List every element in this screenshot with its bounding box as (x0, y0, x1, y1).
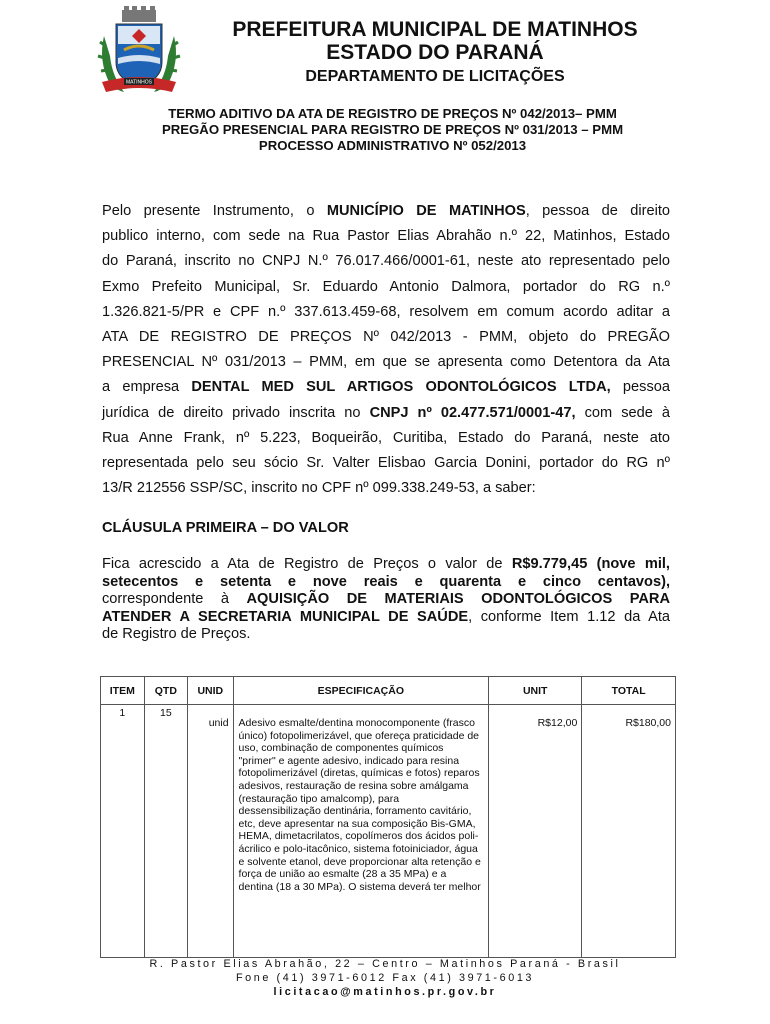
preamble-paragraph (102, 199, 670, 501)
footer-phone: Fone (41) 3971-6012 Fax (41) 3971-6013 (235, 972, 535, 984)
preamble-line: 13/R 212556 SSP/SC, inscrito no CPF nº 099.338.249-53, a saber: (102, 480, 536, 497)
preamble-line: PRESENCIAL Nº 031/2013 – PMM, em que se apresenta como Detentora da Ata (102, 354, 670, 371)
header-title-line2: ESTADO DO PARANÁ (326, 41, 544, 64)
table-row (101, 705, 676, 958)
header-unit: UNIT (489, 677, 582, 705)
header-department: DEPARTAMENTO DE LICITAÇÕES (305, 68, 565, 85)
row-unit-price: R$12,00 (489, 705, 582, 958)
row-item: 1 (101, 705, 145, 958)
header-unid: UNID (188, 677, 234, 705)
table-header-row (101, 677, 676, 705)
term-title-line1: TERMO ADITIVO DA ATA DE REGISTRO DE PREÇOS Nº 042/2013– PMM (168, 106, 617, 121)
footer-address: R. Pastor Elias Abrahão, 22 – Centro – Matinhos Paraná - Brasil (149, 958, 621, 970)
company-cnpj: CNPJ nº 02.477.571/0001-47, (369, 404, 576, 421)
preamble-text: jurídica de direito privado inscrita no (102, 404, 370, 421)
preamble-text: com sede à (575, 404, 670, 421)
row-qtd: 15 (144, 705, 187, 958)
clause-title: CLÁUSULA PRIMEIRA – DO VALOR (102, 520, 349, 536)
company-name: DENTAL MED SUL ARTIGOS ODONTOLÓGICOS LTDA, (191, 379, 611, 396)
preamble-line: ATA DE REGISTRO DE PREÇOS Nº 042/2013 - PMM, objeto do PREGÃO (102, 328, 670, 345)
preamble-line: Exmo Prefeito Municipal, Sr. Eduardo Antonio Dalmora, portador do RG n.º (102, 278, 670, 295)
preamble-line (102, 401, 670, 426)
object-description: AQUISIÇÃO DE MATERIAIS ODONTOLÓGICOS PARA (246, 591, 670, 607)
row-total-price: R$180,00 (582, 705, 676, 958)
clause-line (102, 556, 670, 574)
row-specification: Adesivo esmalte/dentina monocomponente (frasco único) fotopolimerizável, que ofereça praticidade de uso, combinação de componentes químicos "primer" e agente adesivo, indicado para resina fotopolimerizável (diretas, químicas e fotos) reparos adesivos, restauração de resina sobre amálgama (restauração tipo amalcomp), para dessensibilização dentinária, forramento cavitário, etc, deve apresentar na sua composição Bis-GMA, HEMA, dimetacrilatos, copolímeros dos ácidos poli-ácrilico e polo-itacônico, sistema fotoiniciador, água e solvente etanol, deve proporcionar alta retenção e força de união ao esmalte (28 a 35 MPa) e a dentina (18 a 30 MPa). O sistema deverá ter melhor (233, 705, 489, 958)
object-description: ATENDER A SECRETARIA MUNICIPAL DE SAÚDE (102, 608, 469, 625)
clause-line (102, 591, 670, 609)
preamble-text: a empresa (102, 379, 192, 396)
coat-of-arms-icon (96, 6, 182, 98)
clause-paragraph (102, 556, 670, 644)
header-total: TOTAL (582, 677, 676, 705)
term-title-line3: PROCESSO ADMINISTRATIVO Nº 052/2013 (258, 138, 527, 153)
clause-line: de Registro de Preços. (102, 626, 251, 642)
municipal-coat-of-arms-logo (96, 6, 182, 98)
header-title-line1: PREFEITURA MUNICIPAL DE MATINHOS (232, 18, 638, 41)
logo-ribbon-text: MATINHOS (125, 79, 153, 86)
preamble-line: Rua Anne Frank, nº 5.223, Boqueirão, Curitiba, Estado do Paraná, neste ato (102, 429, 670, 446)
preamble-line (102, 375, 670, 400)
preamble-line: do Paraná, inscrito no CNPJ N.º 76.017.466/0001-61, neste ato representado pelo (102, 253, 670, 270)
preamble-line (102, 199, 670, 224)
clause-text: Fica acrescido a Ata de Registro de Preços o valor de (102, 556, 512, 572)
preamble-line: publico interno, com sede na Rua Pastor Elias Abrahão n.º 22, Matinhos, Estado (102, 228, 670, 245)
header-qtd: QTD (144, 677, 187, 705)
header-item: ITEM (101, 677, 145, 705)
clause-text: correspondente à (102, 591, 247, 607)
preamble-line: 1.326.821-5/PR e CPF n.º 337.613.459-68, resolvem em comum acordo aditar a (102, 303, 670, 320)
clause-line: setecentos e setenta e nove reais e quarenta e cinco centavos), (102, 573, 670, 590)
preamble-line: representada pelo seu sócio Sr. Valter Elisbao Garcia Donini, portador do RG nº (102, 454, 670, 471)
footer-email: licitacao@matinhos.pr.gov.br (273, 986, 497, 998)
row-unid: unid (188, 705, 234, 958)
preamble-text: pessoa (610, 379, 670, 396)
preamble-text: Pelo presente Instrumento, o (102, 203, 327, 219)
items-table (100, 676, 676, 958)
header-spec: ESPECIFICAÇÃO (233, 677, 489, 705)
preamble-text: , pessoa de direito (525, 203, 671, 219)
added-value: R$9.779,45 (nove mil, (511, 556, 670, 572)
clause-line (102, 609, 670, 627)
term-title-line2: PREGÃO PRESENCIAL PARA REGISTRO DE PREÇOS Nº 031/2013 – PMM (161, 122, 624, 137)
municipality-name: MUNICÍPIO DE MATINHOS (326, 203, 526, 219)
clause-text: , conforme Item 1.12 da Ata (468, 608, 670, 625)
